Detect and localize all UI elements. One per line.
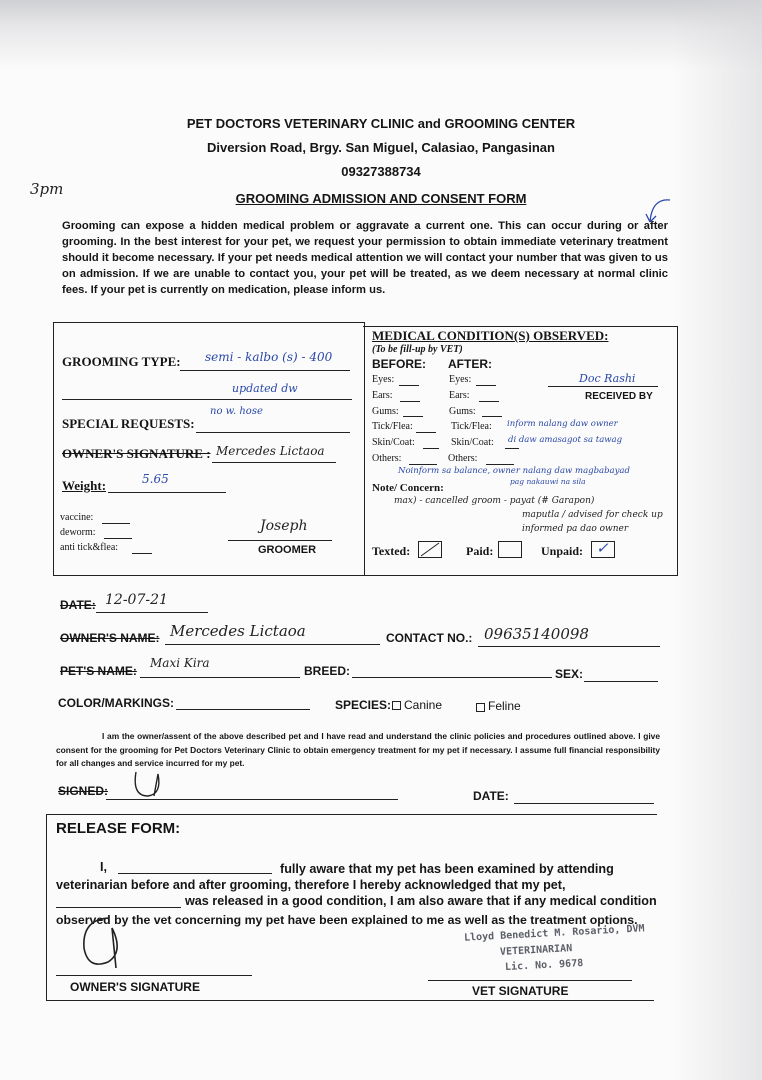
species-label: SPECIES:	[335, 698, 392, 712]
pet-name-line	[140, 677, 300, 678]
after-ears-label: Ears:	[449, 390, 470, 401]
contact-value[interactable]: 09635140098	[484, 625, 589, 643]
consent-signature-icon	[128, 766, 168, 802]
pet-name-label: PET'S NAME:	[60, 664, 137, 678]
vet-signature-line	[428, 980, 632, 981]
grooming-type-value[interactable]: semi - kalbo (s) - 400	[205, 350, 333, 364]
breed-line	[352, 677, 552, 678]
vet-stamp-license: Lic. No. 9678	[504, 957, 584, 974]
tickflea-note: inform nalang daw owner	[507, 419, 618, 429]
before-skincoat-label: Skin/Coat:	[372, 437, 415, 448]
vaccine-line	[102, 523, 130, 524]
special-requests-line	[196, 432, 350, 433]
note-line-3: informed pa dao owner	[522, 524, 629, 534]
paper-edge-shadow	[672, 0, 762, 1080]
clinic-phone: 09327388734	[341, 164, 421, 179]
date-line	[96, 612, 208, 613]
contact-label: CONTACT NO.:	[386, 631, 473, 645]
paper-fold-shadow	[0, 0, 762, 70]
unpaid-checkbox[interactable]	[591, 541, 615, 558]
texted-label: Texted:	[372, 544, 411, 558]
unpaid-check-icon: ✓	[596, 539, 609, 557]
release-line3: was released in a good condition, I am also aware that if any medical condition	[185, 894, 657, 908]
owner-signature-line	[212, 462, 336, 463]
after-ears-line	[479, 401, 499, 402]
deworm-label: deworm:	[60, 527, 96, 538]
feline-checkbox[interactable]	[476, 703, 485, 712]
consent-date-line	[514, 803, 654, 804]
groomer-label: GROOMER	[258, 544, 317, 556]
received-by-line	[548, 386, 658, 387]
canine-checkbox[interactable]	[392, 701, 401, 710]
paid-label: Paid:	[466, 544, 494, 558]
release-line1-start: I,	[100, 860, 107, 874]
breed-label: BREED:	[304, 664, 351, 678]
consent-date-label: DATE:	[473, 789, 509, 803]
release-line1-end: fully aware that my pet has been examined by attending	[280, 862, 614, 876]
after-gums-label: Gums:	[449, 406, 476, 417]
groomer-line	[228, 540, 332, 541]
paid-checkbox[interactable]	[498, 541, 522, 558]
after-eyes-label: Eyes:	[449, 374, 472, 385]
before-tickflea-line	[416, 432, 436, 433]
texted-checkbox[interactable]	[418, 541, 442, 558]
weight-value[interactable]: 5.65	[142, 472, 169, 486]
sex-line	[584, 681, 658, 682]
sex-label: SEX:	[555, 667, 584, 681]
balance-note-cont: pag nakauwi na sila	[510, 477, 586, 486]
after-skincoat-line	[505, 448, 519, 449]
consent-text: I am the owner/assent of the above described pet and I have read and understand the clinic policies and procedures outlined above. I give consent for the grooming for Pet Doctors Veterinary Clinic to obtain emergency treatment for my pet if necessary. I assume full financial responsibility for all changes and service incurred for my pet.	[56, 731, 660, 768]
release-form-title: RELEASE FORM:	[56, 820, 181, 837]
before-gums-label: Gums:	[372, 406, 399, 417]
after-eyes-line	[476, 385, 496, 386]
canine-label: Canine	[404, 698, 443, 712]
before-gums-line	[403, 416, 423, 417]
before-eyes-label: Eyes:	[372, 374, 395, 385]
vet-stamp-name: Lloyd Benedict M. Rosario, DVM	[463, 923, 645, 944]
color-markings-label: COLOR/MARKINGS:	[58, 696, 174, 710]
weight-label: Weight:	[62, 478, 107, 493]
before-tickflea-label: Tick/Flea:	[372, 421, 413, 432]
owner-release-signature-line	[56, 975, 252, 976]
before-others-label: Others:	[372, 453, 402, 464]
clinic-address: Diversion Road, Brgy. San Miguel, Calasiao, Pangasinan	[207, 140, 555, 155]
after-others-line	[486, 464, 514, 465]
release-line4: observed by the vet concerning my pet have been explained to me as well as the treatment options.	[56, 913, 638, 927]
before-ears-line	[400, 401, 420, 402]
release-line2: veterinarian before and after grooming, therefore I hereby acknowledged that my pet,	[56, 878, 566, 892]
intro-paragraph: Grooming can expose a hidden medical problem or aggravate a current one. This can occur during or after grooming. In the best interest for your pet, we request your permission to obtain immediate veterinary treatment should it become necessary. If your pet needs medical attention we will contact your number that was given to us on admission. If we are unable to contact you, your pet will be treated, as we deem necessary at normal clinic fees. If your pet is currently on medication, please inform us.	[62, 220, 668, 296]
grooming-type-label: GROOMING TYPE:	[62, 354, 181, 369]
after-others-label: Others:	[448, 453, 478, 464]
after-skincoat-label: Skin/Coat:	[451, 437, 494, 448]
note-line-2: maputla / advised for check up	[522, 510, 663, 520]
medical-condition-title: MEDICAL CONDITION(S) OBSERVED:	[372, 328, 609, 343]
medical-condition-subtitle: (To be fill-up by VET)	[372, 344, 463, 355]
contact-line	[478, 646, 660, 647]
after-gums-line	[482, 416, 502, 417]
deworm-line	[104, 538, 132, 539]
balance-note: Noinform sa balance, owner nalang daw magbabayad	[398, 466, 630, 476]
before-label: BEFORE:	[372, 357, 426, 371]
grooming-type-line	[180, 370, 350, 371]
owner-release-signature-icon	[72, 908, 144, 978]
owner-signature-label: OWNER'S SIGNATURE :	[62, 446, 211, 461]
after-tickflea-label: Tick/Flea:	[451, 421, 492, 432]
grooming-note-line	[62, 399, 352, 400]
owner-name-line	[165, 644, 380, 645]
received-by-signature: Doc Rashi	[579, 372, 636, 385]
date-label: DATE:	[60, 598, 96, 612]
antitick-label: anti tick&flea:	[60, 542, 119, 553]
special-requests-value[interactable]: no w. hose	[210, 406, 263, 417]
owner-release-signature-label: OWNER'S SIGNATURE	[70, 980, 200, 994]
release-form-bottom-line	[46, 1000, 654, 1001]
feline-label: Feline	[488, 699, 521, 713]
before-ears-label: Ears:	[372, 390, 393, 401]
groomer-signature: Joseph	[260, 518, 308, 534]
form-title: GROOMING ADMISSION AND CONSENT FORM	[235, 191, 527, 206]
release-name-line	[118, 873, 272, 874]
unpaid-label: Unpaid:	[541, 544, 584, 558]
before-eyes-line	[399, 385, 419, 386]
owner-name-label: OWNER'S NAME:	[60, 631, 160, 645]
color-markings-line	[176, 709, 310, 710]
skincoat-note: di daw amasagot sa tawag	[508, 435, 623, 445]
after-label: AFTER:	[448, 357, 492, 371]
vet-stamp-title: VETERINARIAN	[499, 943, 573, 958]
signed-label: SIGNED:	[58, 784, 109, 798]
special-requests-label: SPECIAL REQUESTS:	[62, 416, 195, 431]
vet-signature-label: VET SIGNATURE	[472, 984, 569, 998]
before-skincoat-line	[423, 448, 439, 449]
antitick-line	[132, 553, 152, 554]
note-concern-label: Note/ Concern:	[372, 482, 444, 494]
clinic-name: PET DOCTORS VETERINARY CLINIC and GROOMING CENTER	[186, 116, 576, 131]
pet-name-value[interactable]: Maxi Kira	[150, 656, 210, 670]
date-value[interactable]: 12-07-21	[105, 592, 168, 608]
margin-note-time: 3pm	[30, 180, 64, 198]
owner-name-value[interactable]: Mercedes Lictaoa	[170, 622, 306, 640]
note-line-1: max) - cancelled groom - payat (# Garapon)	[394, 496, 595, 506]
before-others-line	[409, 464, 437, 465]
vaccine-label: vaccine:	[60, 512, 94, 523]
weight-line	[108, 492, 226, 493]
grooming-type-note: updated dw	[232, 382, 298, 395]
received-by-label: RECEIVED BY	[585, 391, 653, 402]
owner-signature-value[interactable]: Mercedes Lictaoa	[216, 444, 325, 458]
